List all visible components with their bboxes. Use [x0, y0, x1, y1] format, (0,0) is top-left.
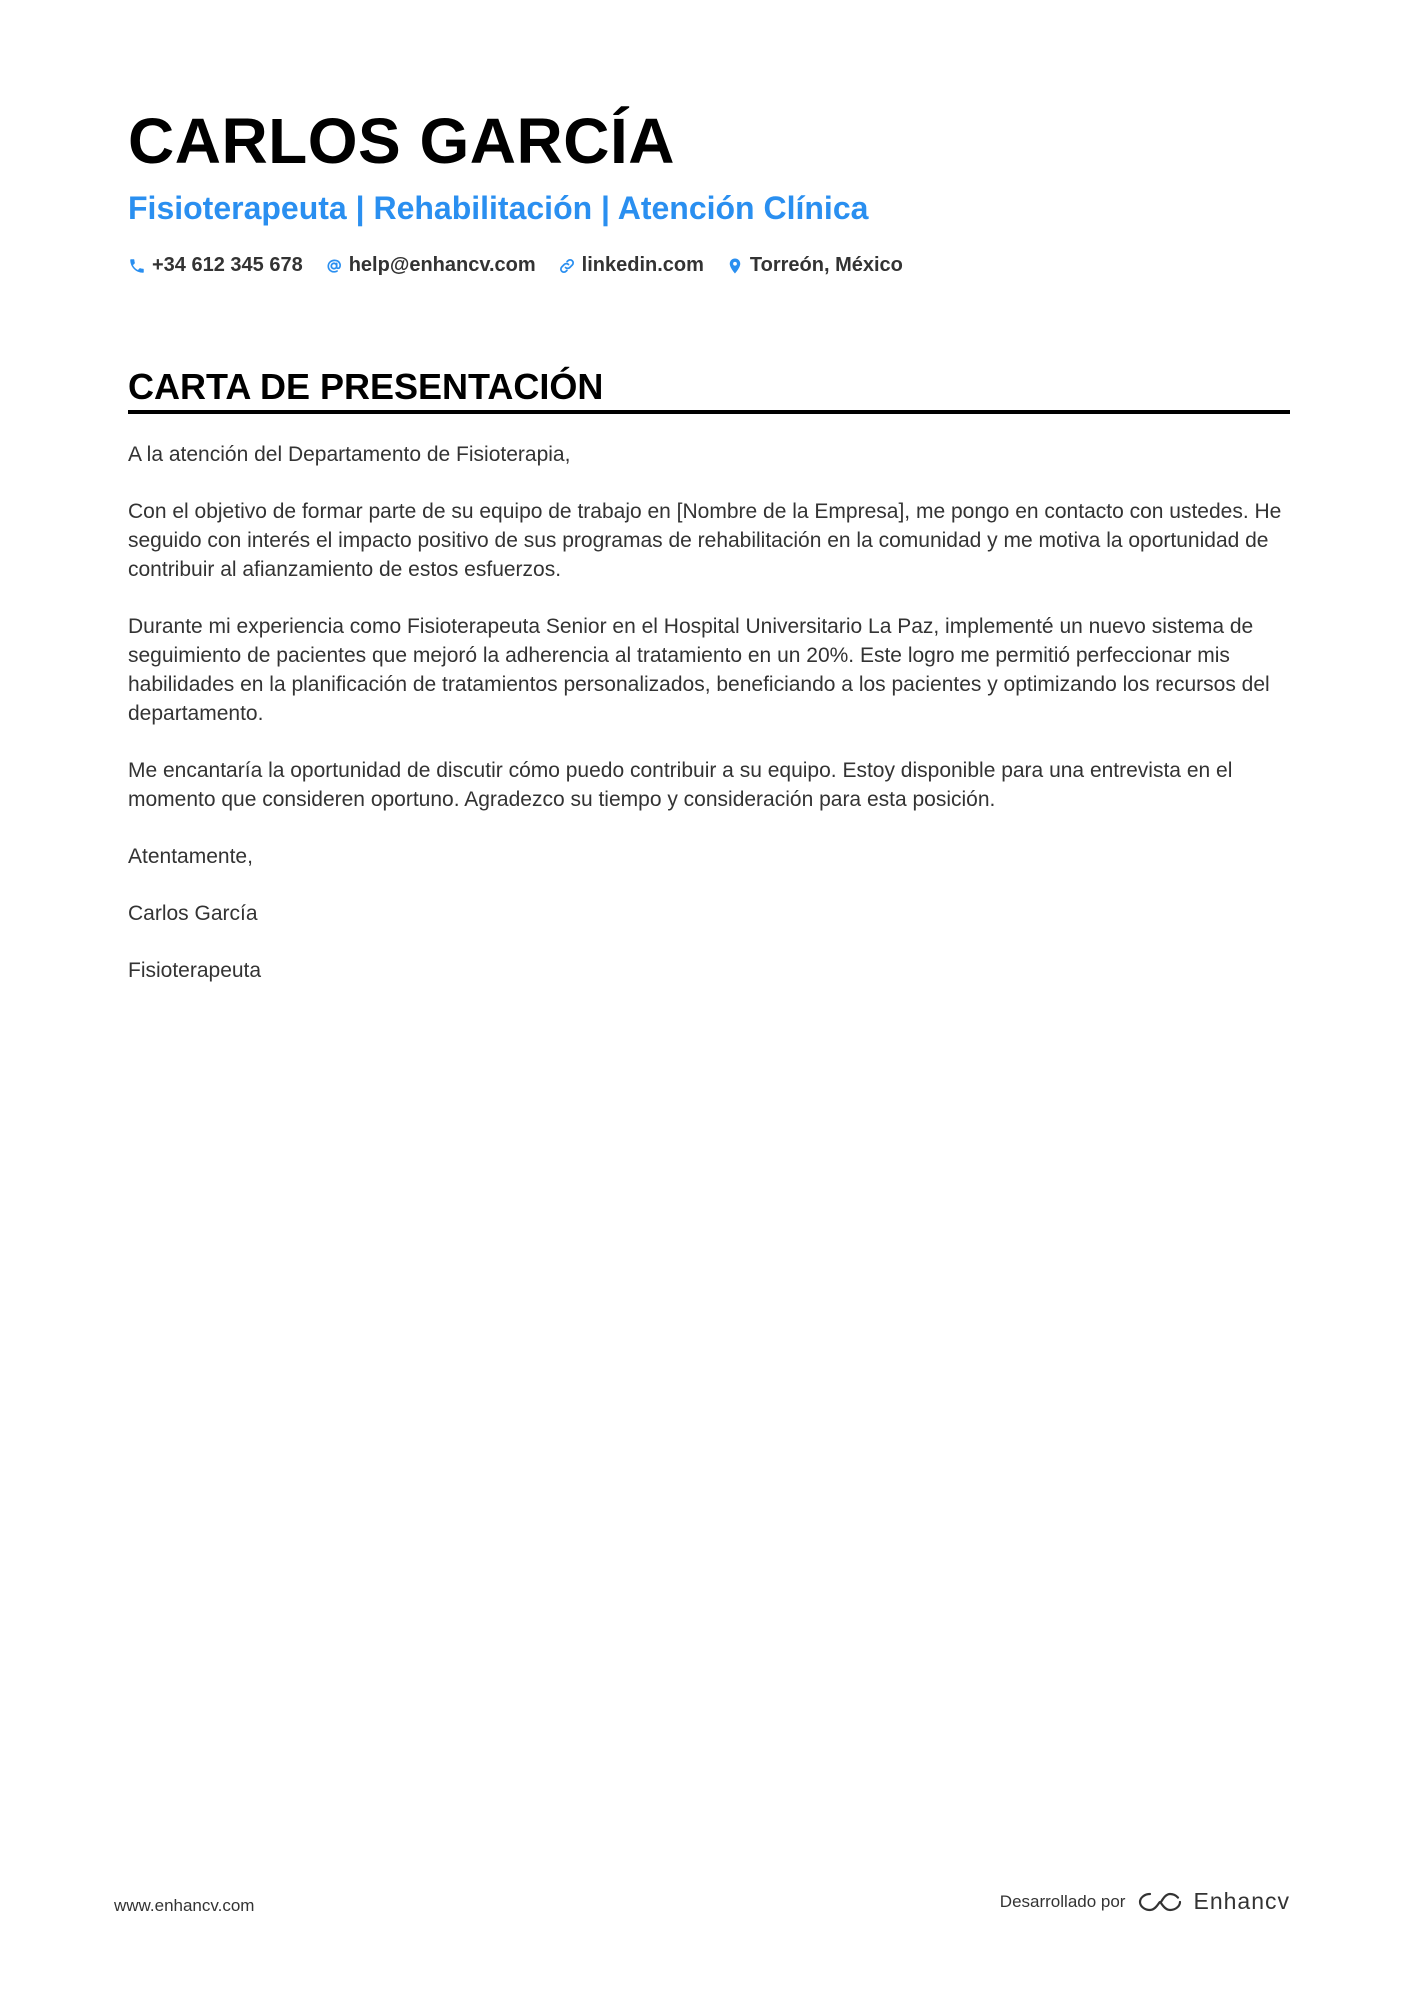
contact-phone-text: +34 612 345 678 — [152, 254, 303, 276]
contact-linkedin[interactable] — [558, 254, 704, 277]
section-title: CARTA DE PRESENTACIÓN — [128, 366, 604, 407]
contact-linkedin-text: linkedin.com — [581, 254, 704, 276]
signature-name: Carlos García — [128, 902, 258, 925]
contact-phone[interactable] — [128, 254, 303, 277]
contact-location-text: Torreón, México — [749, 254, 903, 276]
enhancv-logo-icon — [1137, 1889, 1183, 1915]
contact-email-text: help@enhancv.com — [348, 254, 536, 276]
contact-bar — [128, 254, 925, 277]
phone-icon — [128, 257, 146, 275]
section-divider — [128, 410, 1290, 414]
enhancv-logo-text: Enhancv — [1193, 1888, 1290, 1914]
contact-location — [726, 254, 903, 277]
powered-by-label: Desarrollado por — [999, 1891, 1126, 1911]
candidate-name: CARLOS GARCÍA — [128, 105, 675, 177]
link-icon — [558, 257, 576, 275]
letter-paragraph-3: Me encantaría la oportunidad de discutir cómo puedo contribuir a su equipo. Estoy disponible para una entrevista en el momento que consideren oportuno. Agradezco su tiempo y consideración para esta posición. — [128, 759, 1233, 811]
letter-greeting: A la atención del Departamento de Fisioterapia, — [128, 443, 571, 466]
at-icon — [325, 257, 343, 275]
location-pin-icon — [726, 257, 744, 275]
letter-closing: Atentamente, — [128, 845, 253, 868]
letter-body — [128, 440, 1290, 1013]
letter-paragraph-1: Con el objetivo de formar parte de su equipo de trabajo en [Nombre de la Empresa], me pongo en contacto con ustedes. He seguido con interés el impacto positivo de sus programas de rehabilitación en la comunidad y me motiva la oportunidad de contribuir al afianzamiento de estos esfuerzos. — [128, 500, 1282, 581]
contact-email[interactable] — [325, 254, 536, 277]
footer-website-link[interactable]: www.enhancv.com — [114, 1896, 255, 1915]
candidate-headline: Fisioterapeuta | Rehabilitación | Atención Clínica — [128, 190, 869, 226]
signature-title: Fisioterapeuta — [128, 959, 262, 982]
footer-brand[interactable] — [1000, 1888, 1290, 1915]
letter-paragraph-2: Durante mi experiencia como Fisioterapeuta Senior en el Hospital Universitario La Paz, implementé un nuevo sistema de seguimiento de pacientes que mejoró la adherencia al tratamiento en un 20%. Este logro me permitió perfeccionar mis habilidades en la planificación de tratamientos personalizados, beneficiando a los pacientes y optimizando los recursos del departamento. — [128, 615, 1270, 725]
